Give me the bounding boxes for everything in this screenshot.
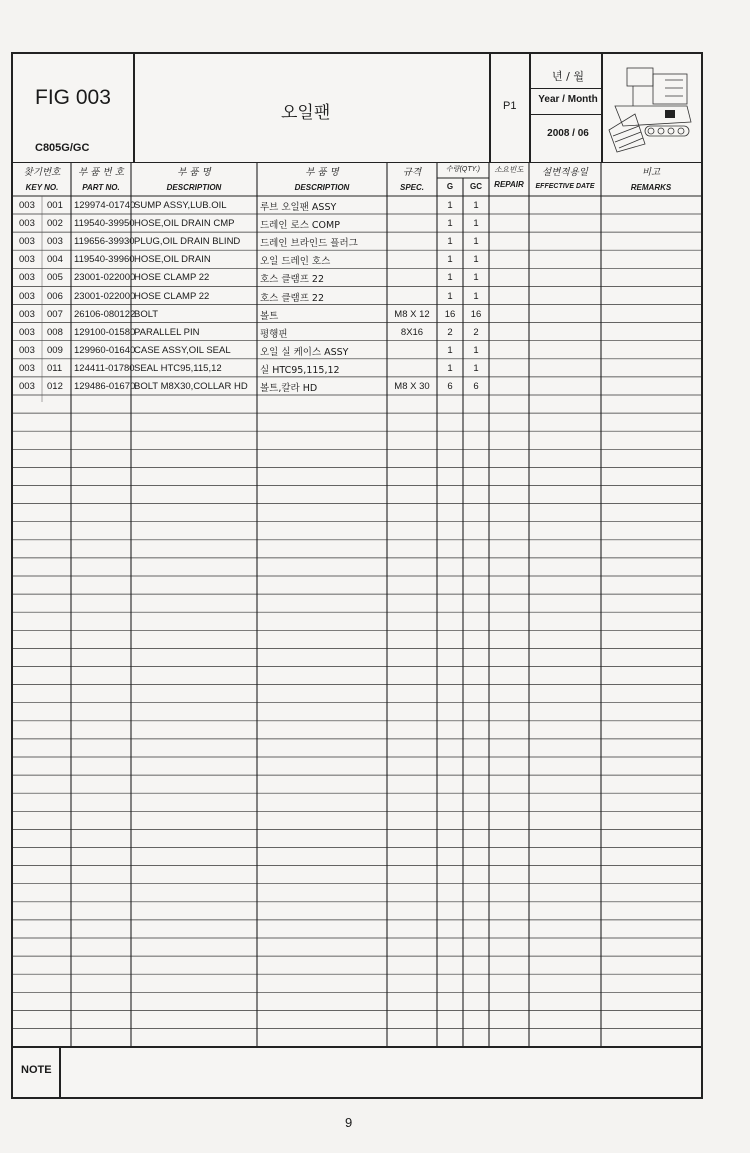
cell-part: 129974-01740: [74, 200, 136, 211]
cell-g: 1: [447, 200, 453, 211]
cell-desc-ko: 볼트: [260, 310, 279, 322]
cell-g: 1: [447, 344, 453, 356]
cell-key: 001: [47, 200, 63, 211]
cell-desc-ko: 볼트,칼라 HD: [260, 383, 318, 394]
cell-gc: 2: [473, 326, 479, 338]
column-header-effective-date: 설변적용일 EFFECTIVE DATE: [535, 167, 595, 190]
cell-part: 129486-01670: [74, 381, 136, 392]
column-header-remarks: 비고 REMARKS: [630, 167, 672, 192]
cell-key: 004: [47, 254, 63, 266]
cell-key: 005: [47, 272, 63, 284]
cell-spec: 8X16: [400, 326, 424, 338]
cell-fig: 003: [19, 236, 35, 248]
cell-part: 23001-022000: [74, 272, 136, 284]
cell-desc-en: SUMP ASSY,LUB.OIL: [134, 200, 227, 211]
cell-desc-ko: 루브 오일팬 ASSY: [260, 202, 337, 213]
table-row: [13, 269, 701, 287]
cell-desc-en: CASE ASSY,OIL SEAL: [134, 344, 231, 356]
cell-part: 129960-01640: [74, 344, 136, 356]
cell-g: 1: [447, 236, 453, 248]
cell-gc: 1: [473, 200, 479, 211]
cell-gc: 16: [470, 308, 482, 320]
cell-desc-en: HOSE,OIL DRAIN CMP: [134, 218, 235, 230]
model-code: C805G/GC: [35, 142, 90, 154]
year-month-label: Year / Month: [538, 94, 598, 105]
cell-fig: 003: [19, 362, 35, 374]
column-header-part-no: 부 품 번 호 PART NO.: [78, 167, 124, 192]
column-header-key-no: 찾기번호 KEY NO.: [23, 167, 61, 192]
cell-fig: 003: [19, 218, 35, 230]
cell-desc-ko: 드레인 로스 COMP: [260, 220, 340, 232]
cell-key: 007: [47, 308, 63, 320]
year-month-korean: 년 / 월: [552, 70, 584, 83]
cell-desc-ko: 오일 실 케이스 ASSY: [260, 346, 349, 358]
cell-key: 012: [47, 381, 63, 392]
cell-g: 1: [447, 218, 453, 230]
cell-key: 003: [47, 236, 63, 248]
cell-desc-ko: 드레인 브라인드 플러그: [260, 238, 358, 250]
cell-fig: 003: [19, 344, 35, 356]
cell-desc-ko: 평행핀: [260, 328, 288, 340]
cell-fig: 003: [19, 308, 35, 320]
column-header-description-ko: 부 품 명 DESCRIPTION: [294, 167, 350, 192]
page-title: 오일팬: [281, 103, 331, 123]
cell-g: 16: [444, 308, 456, 320]
cell-gc: 1: [473, 236, 479, 248]
table-row: [13, 197, 701, 215]
cell-part: 26106-080122: [74, 308, 136, 320]
cell-g: 1: [447, 362, 453, 374]
page-code: P1: [503, 100, 517, 112]
table-row: [13, 378, 701, 396]
cell-desc-ko: 호스 클램프 22: [260, 292, 325, 304]
cell-gc: 1: [473, 254, 479, 266]
cell-part: 119540-39950: [74, 218, 135, 230]
cell-gc: 1: [473, 362, 479, 374]
cell-gc: 1: [473, 218, 479, 230]
column-header-qty-g: G: [446, 182, 454, 191]
cell-fig: 003: [19, 254, 35, 266]
cell-part: 119656-39930: [74, 236, 135, 248]
note-section: [13, 1046, 701, 1099]
cell-key: 011: [47, 362, 63, 374]
cell-g: 1: [447, 254, 453, 266]
year-month-value: 2008 / 06: [547, 128, 589, 139]
column-header-repair: 소요빈도 REPAIR: [494, 165, 524, 189]
cell-fig: 003: [19, 290, 35, 302]
cell-spec: M8 X 30: [394, 381, 430, 392]
cell-part: 23001-022000: [74, 290, 136, 302]
header-block: [13, 54, 701, 163]
cell-key: 002: [47, 218, 63, 230]
table-row: [13, 233, 701, 251]
cell-g: 1: [447, 272, 453, 284]
cell-part: 129100-01580: [74, 326, 136, 338]
cell-gc: 1: [473, 272, 479, 284]
cell-gc: 6: [473, 381, 479, 392]
column-header-quantity: 수량(QTY.): [446, 166, 480, 173]
cell-fig: 003: [19, 200, 35, 211]
cell-fig: 003: [19, 381, 35, 392]
table-row: [13, 306, 701, 324]
cell-g: 1: [447, 290, 453, 302]
cell-g: 2: [447, 326, 453, 338]
table-row: [13, 324, 701, 342]
cell-key: 006: [47, 290, 63, 302]
cell-desc-en: SEAL HTC95,115,12: [134, 362, 222, 374]
column-header-qty-gc: GC: [470, 182, 482, 191]
note-label: NOTE: [21, 1064, 52, 1076]
cell-desc-en: BOLT M8X30,COLLAR HD: [134, 381, 248, 392]
figure-number: FIG 003: [35, 86, 111, 109]
column-header-spec: 규격 SPEC.: [399, 167, 424, 192]
cell-desc-en: BOLT: [134, 308, 159, 320]
cell-gc: 1: [473, 344, 479, 356]
cell-desc-ko: 오일 드레인 호스: [260, 256, 331, 268]
cell-fig: 003: [19, 326, 35, 338]
parts-list-sheet: [11, 52, 703, 1099]
table-row: [13, 360, 701, 378]
cell-fig: 003: [19, 272, 35, 284]
cell-desc-en: PARALLEL PIN: [134, 326, 200, 338]
table-row: [13, 215, 701, 233]
combine-harvester-illustration: [605, 60, 697, 154]
cell-gc: 1: [473, 290, 479, 302]
cell-g: 6: [447, 381, 453, 392]
cell-spec: M8 X 12: [394, 308, 430, 320]
cell-desc-ko: 호스 클램프 22: [260, 274, 325, 286]
column-header-description-en: 부 품 명 DESCRIPTION: [166, 167, 222, 192]
cell-desc-en: HOSE CLAMP 22: [134, 272, 210, 284]
page-number: 9: [345, 1115, 353, 1130]
cell-key: 009: [47, 344, 63, 356]
cell-desc-en: HOSE,OIL DRAIN: [134, 254, 211, 266]
table-row: [13, 288, 701, 306]
cell-part: 124411-01780: [74, 362, 135, 374]
cell-part: 119540-39960: [74, 254, 135, 266]
cell-desc-ko: 실 HTC95,115,12: [260, 364, 340, 376]
cell-desc-en: HOSE CLAMP 22: [134, 290, 210, 302]
table-row: [13, 251, 701, 269]
cell-desc-en: PLUG,OIL DRAIN BLIND: [134, 236, 241, 248]
table-row: [13, 342, 701, 360]
cell-key: 008: [47, 326, 63, 338]
